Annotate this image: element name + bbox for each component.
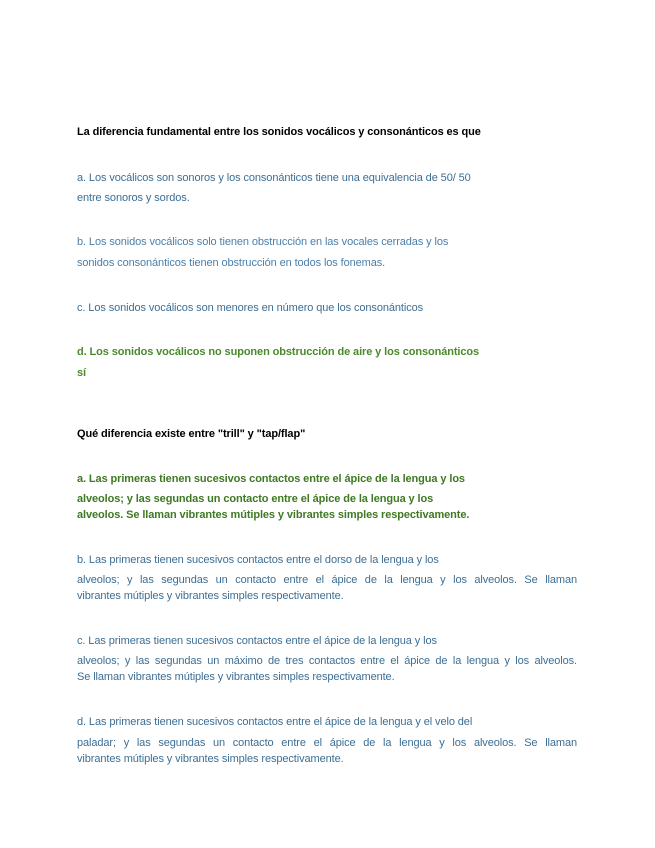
question-2-title: Qué diferencia existe entre "trill" y "tap/flap"	[77, 428, 306, 440]
question-1-option-b-line-1: b. Los sonidos vocálicos solo tienen obstrucción en las vocales cerradas y los	[77, 236, 449, 248]
question-2-option-d-line-1: d. Las primeras tienen sucesivos contactos entre el ápice de la lengua y el velo del	[77, 716, 473, 728]
question-2-option-c-line-1: c. Las primeras tienen sucesivos contactos entre el ápice de la lengua y los	[77, 635, 437, 647]
question-1-option-a-line-1: a. Los vocálicos son sonoros y los consonánticos tiene una equivalencia de 50/ 50	[77, 172, 471, 184]
question-2-option-c-line-2: alveolos; y las segundas un máximo de tres contactos entre el ápice de la lengua y los alveolos.	[77, 655, 577, 667]
question-2-option-b-line-2: alveolos; y las segundas un contacto entre el ápice de la lengua y los alveolos. Se llaman	[77, 574, 577, 586]
question-2-option-a-line-3: alveolos. Se llaman vibrantes mútiples y vibrantes simples respectivamente.	[77, 509, 470, 521]
question-1-option-d-line-1: d. Los sonidos vocálicos no suponen obstrucción de aire y los consonánticos	[77, 346, 480, 358]
question-2-option-c-line-3: Se llaman vibrantes mútiples y vibrantes simples respectivamente.	[77, 671, 395, 683]
question-2-option-b-line-3: vibrantes mútiples y vibrantes simples respectivamente.	[77, 590, 344, 602]
question-1-option-a-line-2: entre sonoros y sordos.	[77, 192, 190, 204]
question-2-option-d-line-2: paladar; y las segundas un contacto entre el ápice de la lengua y los alveolos. Se llaman	[77, 737, 577, 749]
question-2-option-a-line-1: a. Las primeras tienen sucesivos contactos entre el ápice de la lengua y los	[77, 473, 465, 485]
question-2-option-a-line-2: alveolos; y las segundas un contacto entre el ápice de la lengua y los	[77, 493, 434, 505]
question-2-option-d-line-3: vibrantes mútiples y vibrantes simples respectivamente.	[77, 753, 344, 765]
question-1-option-d-line-2: sí	[77, 367, 86, 379]
question-2-option-b-line-1: b. Las primeras tienen sucesivos contactos entre el dorso de la lengua y los	[77, 554, 439, 566]
question-1-option-c-line-1: c. Los sonidos vocálicos son menores en número que los consonánticos	[77, 302, 424, 314]
question-1-title: La diferencia fundamental entre los sonidos vocálicos y consonánticos es que	[77, 126, 481, 138]
question-1-option-b-line-2: sonidos consonánticos tienen obstrucción en todos los fonemas.	[77, 257, 386, 269]
